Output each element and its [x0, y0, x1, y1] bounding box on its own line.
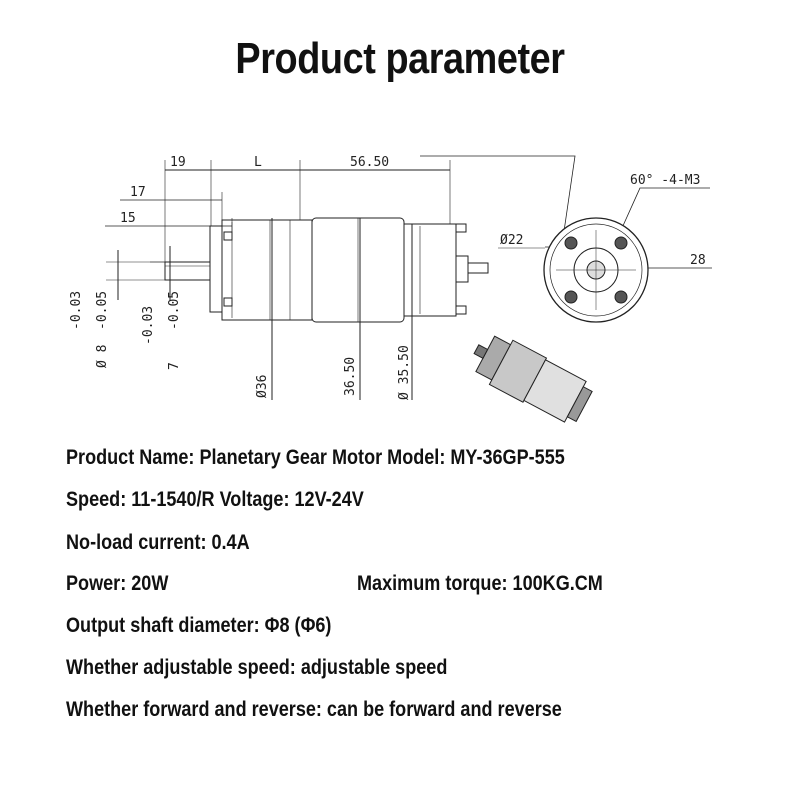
spec-forward-reverse: Whether forward and reverse: can be forward and reverse	[66, 698, 562, 721]
gearbox-flange	[210, 226, 222, 312]
spec-max-torque: Maximum torque: 100KG.CM	[357, 572, 603, 595]
gearbox-body	[222, 220, 312, 320]
dim-l: L	[254, 155, 262, 170]
mount-hole-4	[615, 291, 627, 303]
rear-shaft	[468, 263, 488, 273]
mount-hole-1	[565, 237, 577, 249]
spec-adjustable-speed: Whether adjustable speed: adjustable speed	[66, 656, 448, 679]
tol-upper-2: -0.03	[141, 305, 156, 345]
output-shaft	[165, 262, 211, 280]
spec-no-load-current: No-load current: 0.4A	[66, 531, 250, 554]
page-title: Product parameter	[235, 34, 565, 83]
spec-shaft-diameter: Output shaft diameter: Φ8 (Φ6)	[66, 614, 332, 637]
dim-56-50: 56.50	[350, 155, 390, 170]
dim-holes: 60° -4-M3	[630, 173, 701, 188]
motor-terminal-bottom	[456, 306, 466, 314]
rear-boss	[456, 256, 468, 282]
dim-phi36: Ø36	[255, 374, 270, 398]
dim-phi22: Ø22	[500, 233, 524, 248]
dim-7: 7	[167, 362, 182, 370]
mount-hole-3	[565, 291, 577, 303]
mount-hole-2	[615, 237, 627, 249]
dim-15: 15	[120, 211, 136, 226]
dim-phi8: Ø 8	[95, 344, 110, 368]
dim-17: 17	[130, 185, 146, 200]
tol-upper-1: -0.03	[69, 290, 84, 330]
dim-28: 28	[690, 253, 706, 268]
tol-lower-1: -0.05	[95, 290, 110, 330]
dim-36-50: 36.50	[343, 356, 358, 396]
spec-power: Power: 20W	[66, 572, 169, 595]
dim-phi35-50: Ø 35.50	[397, 345, 412, 400]
motor-terminal-top	[456, 224, 466, 232]
motor-photo	[465, 327, 596, 428]
spec-product-name: Product Name: Planetary Gear Motor Model: MY-36GP-555	[66, 446, 565, 469]
tol-lower-2: -0.05	[167, 290, 182, 330]
dim-19: 19	[170, 155, 186, 170]
spec-speed-voltage: Speed: 11-1540/R Voltage: 12V-24V	[66, 488, 364, 511]
